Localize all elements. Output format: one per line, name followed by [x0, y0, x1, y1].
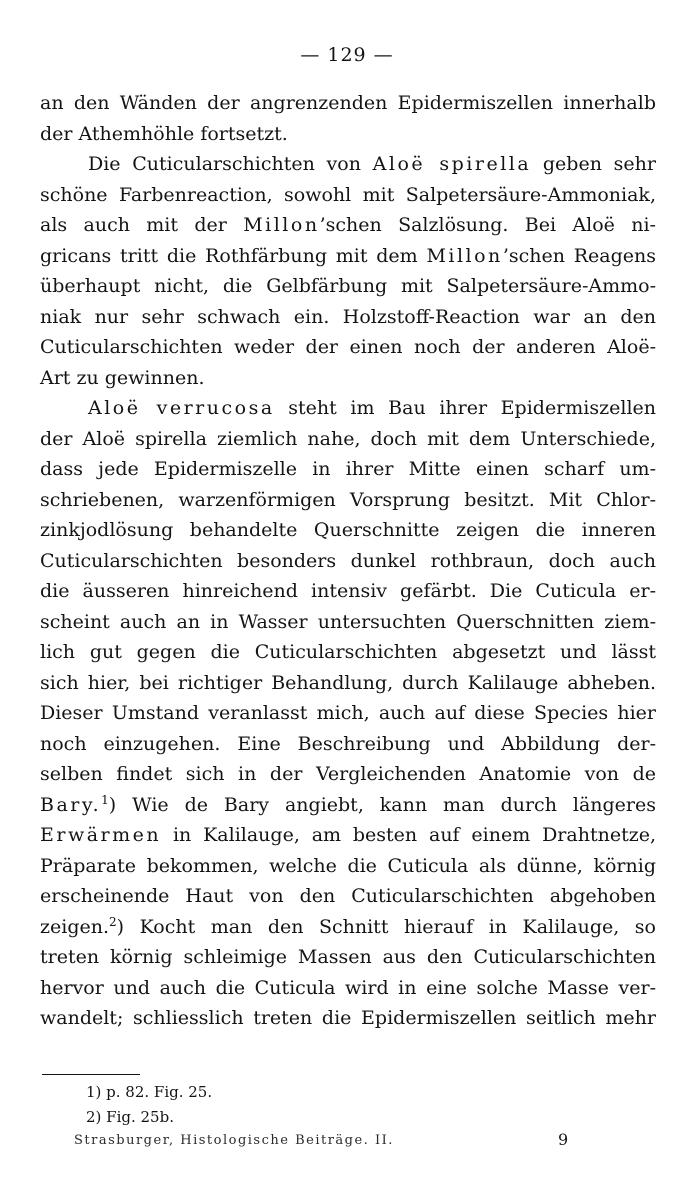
text-line: überhaupt nicht, die Gelbfärbung mit Salpetersäure-Ammo- — [40, 275, 656, 297]
sheet-signature: Strasburger, Histologische Beiträge. II. — [74, 1133, 394, 1148]
emphasized-author-name: Millon — [426, 244, 503, 267]
text-line: erscheinende Haut von den Cuticularschichten abgehoben — [40, 885, 656, 907]
page-number: — 129 — — [300, 44, 394, 66]
text-run: als auch mit der — [40, 214, 244, 236]
emphasized-species-name: Aloë spirella — [372, 153, 532, 175]
text-run: ’schen Salzlösung. Bei Aloë ni- — [319, 214, 656, 236]
emphasized-word: Erwärmen — [40, 824, 162, 846]
footnotes — [86, 1080, 212, 1130]
text-line: hervor und auch die Cuticula wird in eine solche Masse ver- — [40, 976, 656, 999]
text-run: zeigen. — [40, 915, 110, 938]
text-line — [40, 210, 656, 241]
text-line: niak nur sehr schwach ein. Holzstoff-Reaction war an den — [40, 305, 656, 328]
text-run: geben sehr — [531, 153, 656, 175]
sheet-number: 9 — [558, 1130, 569, 1149]
footnote: 1) p. 82. Fig. 25. — [86, 1083, 213, 1101]
text-line: zinkjodlösung behandelte Querschnitte zeigen die inneren — [40, 519, 656, 541]
text-line: sich hier, bei richtiger Behandlung, durch Kalilauge abheben. — [40, 671, 656, 694]
text-line: dass jede Epidermiszelle in ihrer Mitte einen scharf um- — [40, 458, 656, 480]
text-line: Art zu gewinnen. — [40, 366, 205, 389]
text-run: in Kalilauge, am besten auf einem Drahtnetze, — [161, 824, 656, 846]
text-line: selben findet sich in der Vergleichenden Anatomie von de — [40, 763, 656, 785]
text-line — [40, 820, 656, 851]
text-line: schriebenen, warzenförmigen Vorsprung besitzt. Mit Chlor- — [40, 488, 656, 511]
footnote: 2) Fig. 25b. — [86, 1108, 174, 1126]
text-line: noch einzugehen. Eine Beschreibung und Abbildung der- — [40, 732, 656, 755]
text-line: der Aloë spirella ziemlich nahe, doch mit dem Unterschiede, — [40, 427, 656, 450]
text-line — [40, 393, 656, 424]
text-run: Die Cuticularschichten von — [88, 153, 373, 175]
footnote-marker: 2 — [109, 914, 117, 929]
body-text — [40, 88, 656, 1034]
text-line — [40, 790, 656, 821]
footnote-divider — [42, 1074, 140, 1075]
text-line: Cuticularschichten besonders dunkel rothbraun, doch auch — [40, 549, 656, 572]
text-run: ) Kocht man den Schnitt hierauf in Kalilauge, so — [116, 915, 656, 938]
text-run: gricans tritt die Rothfärbung mit dem — [40, 244, 427, 267]
text-line: die äusseren hinreichend intensiv gefärbt. Die Cuticula er- — [40, 580, 656, 602]
text-run: steht im Bau ihrer Epidermiszellen — [274, 397, 656, 419]
emphasized-author-name: Millon — [243, 214, 320, 236]
text-line: treten körnig schleimige Massen aus den Cuticularschichten — [40, 946, 656, 968]
text-line — [40, 912, 656, 943]
footnote-marker: 1 — [101, 792, 109, 807]
text-run: ) Wie de Bary angiebt, kann man durch längeres — [108, 793, 656, 816]
emphasized-author-name: Bary. — [40, 793, 102, 816]
text-line — [40, 149, 656, 180]
text-run: ’schen Reagens — [502, 244, 656, 267]
text-line: schöne Farbenreaction, sowohl mit Salpetersäure-Ammoniak, — [40, 183, 656, 206]
text-line: Cuticularschichten weder der einen noch der anderen Aloë- — [40, 336, 656, 358]
text-line — [40, 241, 656, 272]
text-line: an den Wänden der angrenzenden Epidermiszellen innerhalb — [40, 92, 656, 114]
text-line: wandelt; schliesslich treten die Epidermiszellen seitlich mehr — [40, 1007, 656, 1029]
text-line: Präparate bekommen, welche die Cuticula als dünne, körnig — [40, 854, 656, 877]
text-line: der Athemhöhle fortsetzt. — [40, 122, 288, 145]
text-line: lich gut gegen die Cuticularschichten abgesetzt und lässt — [40, 641, 656, 663]
text-line: Dieser Umstand veranlasst mich, auch auf diese Species hier — [40, 702, 656, 724]
emphasized-species-name: Aloë verrucosa — [88, 397, 275, 419]
text-line: scheint auch an in Wasser untersuchten Querschnitten ziem- — [40, 610, 656, 633]
